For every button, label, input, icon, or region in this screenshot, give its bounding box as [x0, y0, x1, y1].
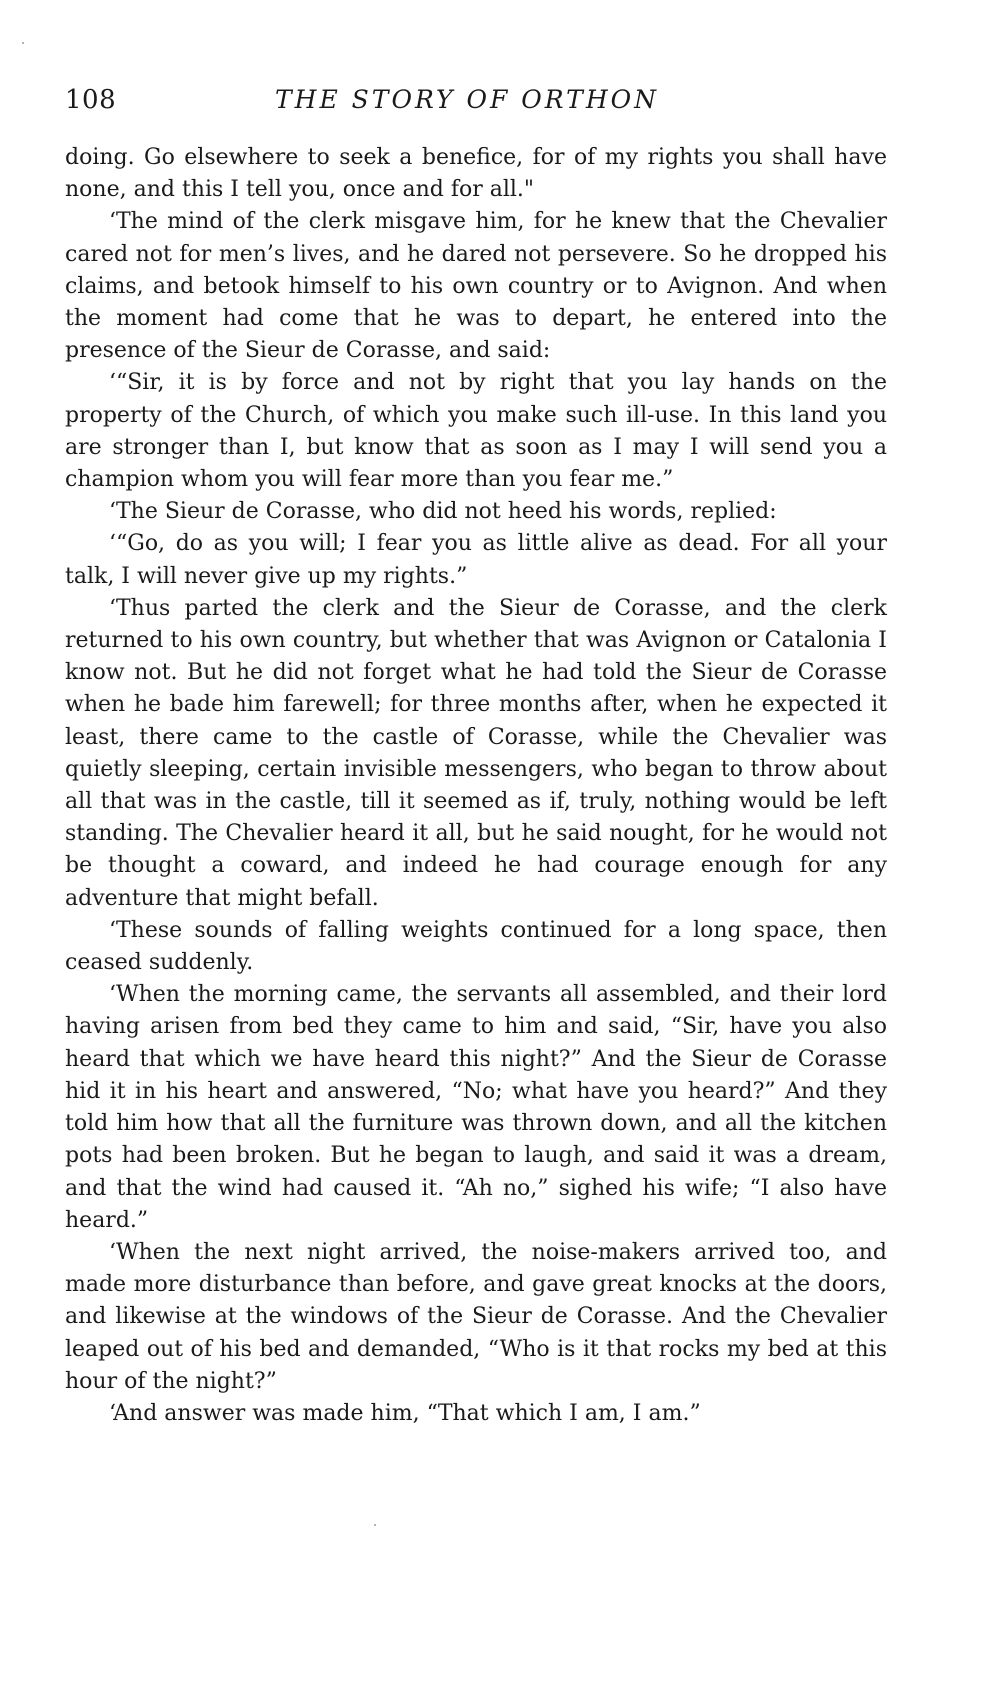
paragraph: ‘When the morning came, the servants all assembled, and their lord having arisen from bed they came to him and said, “Sir, have you also heard that which we have heard this night?” And the Sieur de Corasse hid it in his heart and answered, “No; what have you heard?” And they told him how that all the furniture was thrown down, and all the kitchen pots had been broken. But he began to laugh, and said it was a dream, and that the wind had caused it. “Ah no,” sighed his wife; “I also have heard.” [65, 982, 887, 1233]
paragraph: ‘When the next night arrived, the noise-makers arrived too, and made more disturbance than before, and gave great knocks at the doors, and likewise at the windows of the Sieur de Corasse. And the Chevalier leaped out of his bed and demanded, “Who is it that rocks my bed at this hour of the night?” [65, 1239, 887, 1394]
scan-speck [374, 1524, 376, 1526]
paragraph: ‘And answer was made him, “That which I am, I am.” [109, 1400, 701, 1426]
running-title: THE STORY OF ORTHON [275, 85, 659, 114]
paragraph: ‘“Go, do as you will; I fear you as little alive as dead. For all your talk, I will never give up my rights.” [65, 531, 887, 589]
paragraph: ‘Thus parted the clerk and the Sieur de Corasse, and the clerk returned to his own country, but whether that was Avignon or Catalonia I know not. But he did not forget what he had told the Sieur de Corasse when he bade him farewell; for three months after, when he expected it least, there came to the castle of Corasse, while the Chevalier was quietly sleeping, certain invisible messengers, who began to throw about all that was in the castle, till it seemed as if, truly, nothing would be left standing. The Chevalier heard it all, but he said nought, for he would not be thought a coward, and indeed he had courage enough for any adventure that might befall. [65, 595, 887, 911]
paragraph: ‘The mind of the clerk misgave him, for he knew that the Chevalier cared not for men’s lives, and he dared not persevere. So he dropped his claims, and betook himself to his own country or to Avignon. And when the moment had come that he was to depart, he entered into the presence of the Sieur de Corasse, and said: [65, 209, 887, 364]
paragraph: ‘“Sir, it is by force and not by right that you lay hands on the property of the Church, of which you make such ill-use. In this land you are stronger than I, but know that as soon as I may I will send you a champion whom you will fear more than you fear me.” [65, 370, 887, 493]
body-text [65, 142, 887, 1430]
scan-speck [22, 42, 24, 44]
page-number: 108 [65, 85, 117, 115]
running-head [65, 82, 890, 118]
paragraph: ‘These sounds of falling weights continued for a long space, then ceased suddenly. [65, 917, 887, 976]
paragraph: ‘The Sieur de Corasse, who did not heed his words, replied: [109, 499, 777, 525]
paragraph-continued: doing. Go elsewhere to seek a benefice, for of my rights you shall have none, and this I tell you, once and for all." [65, 145, 887, 203]
